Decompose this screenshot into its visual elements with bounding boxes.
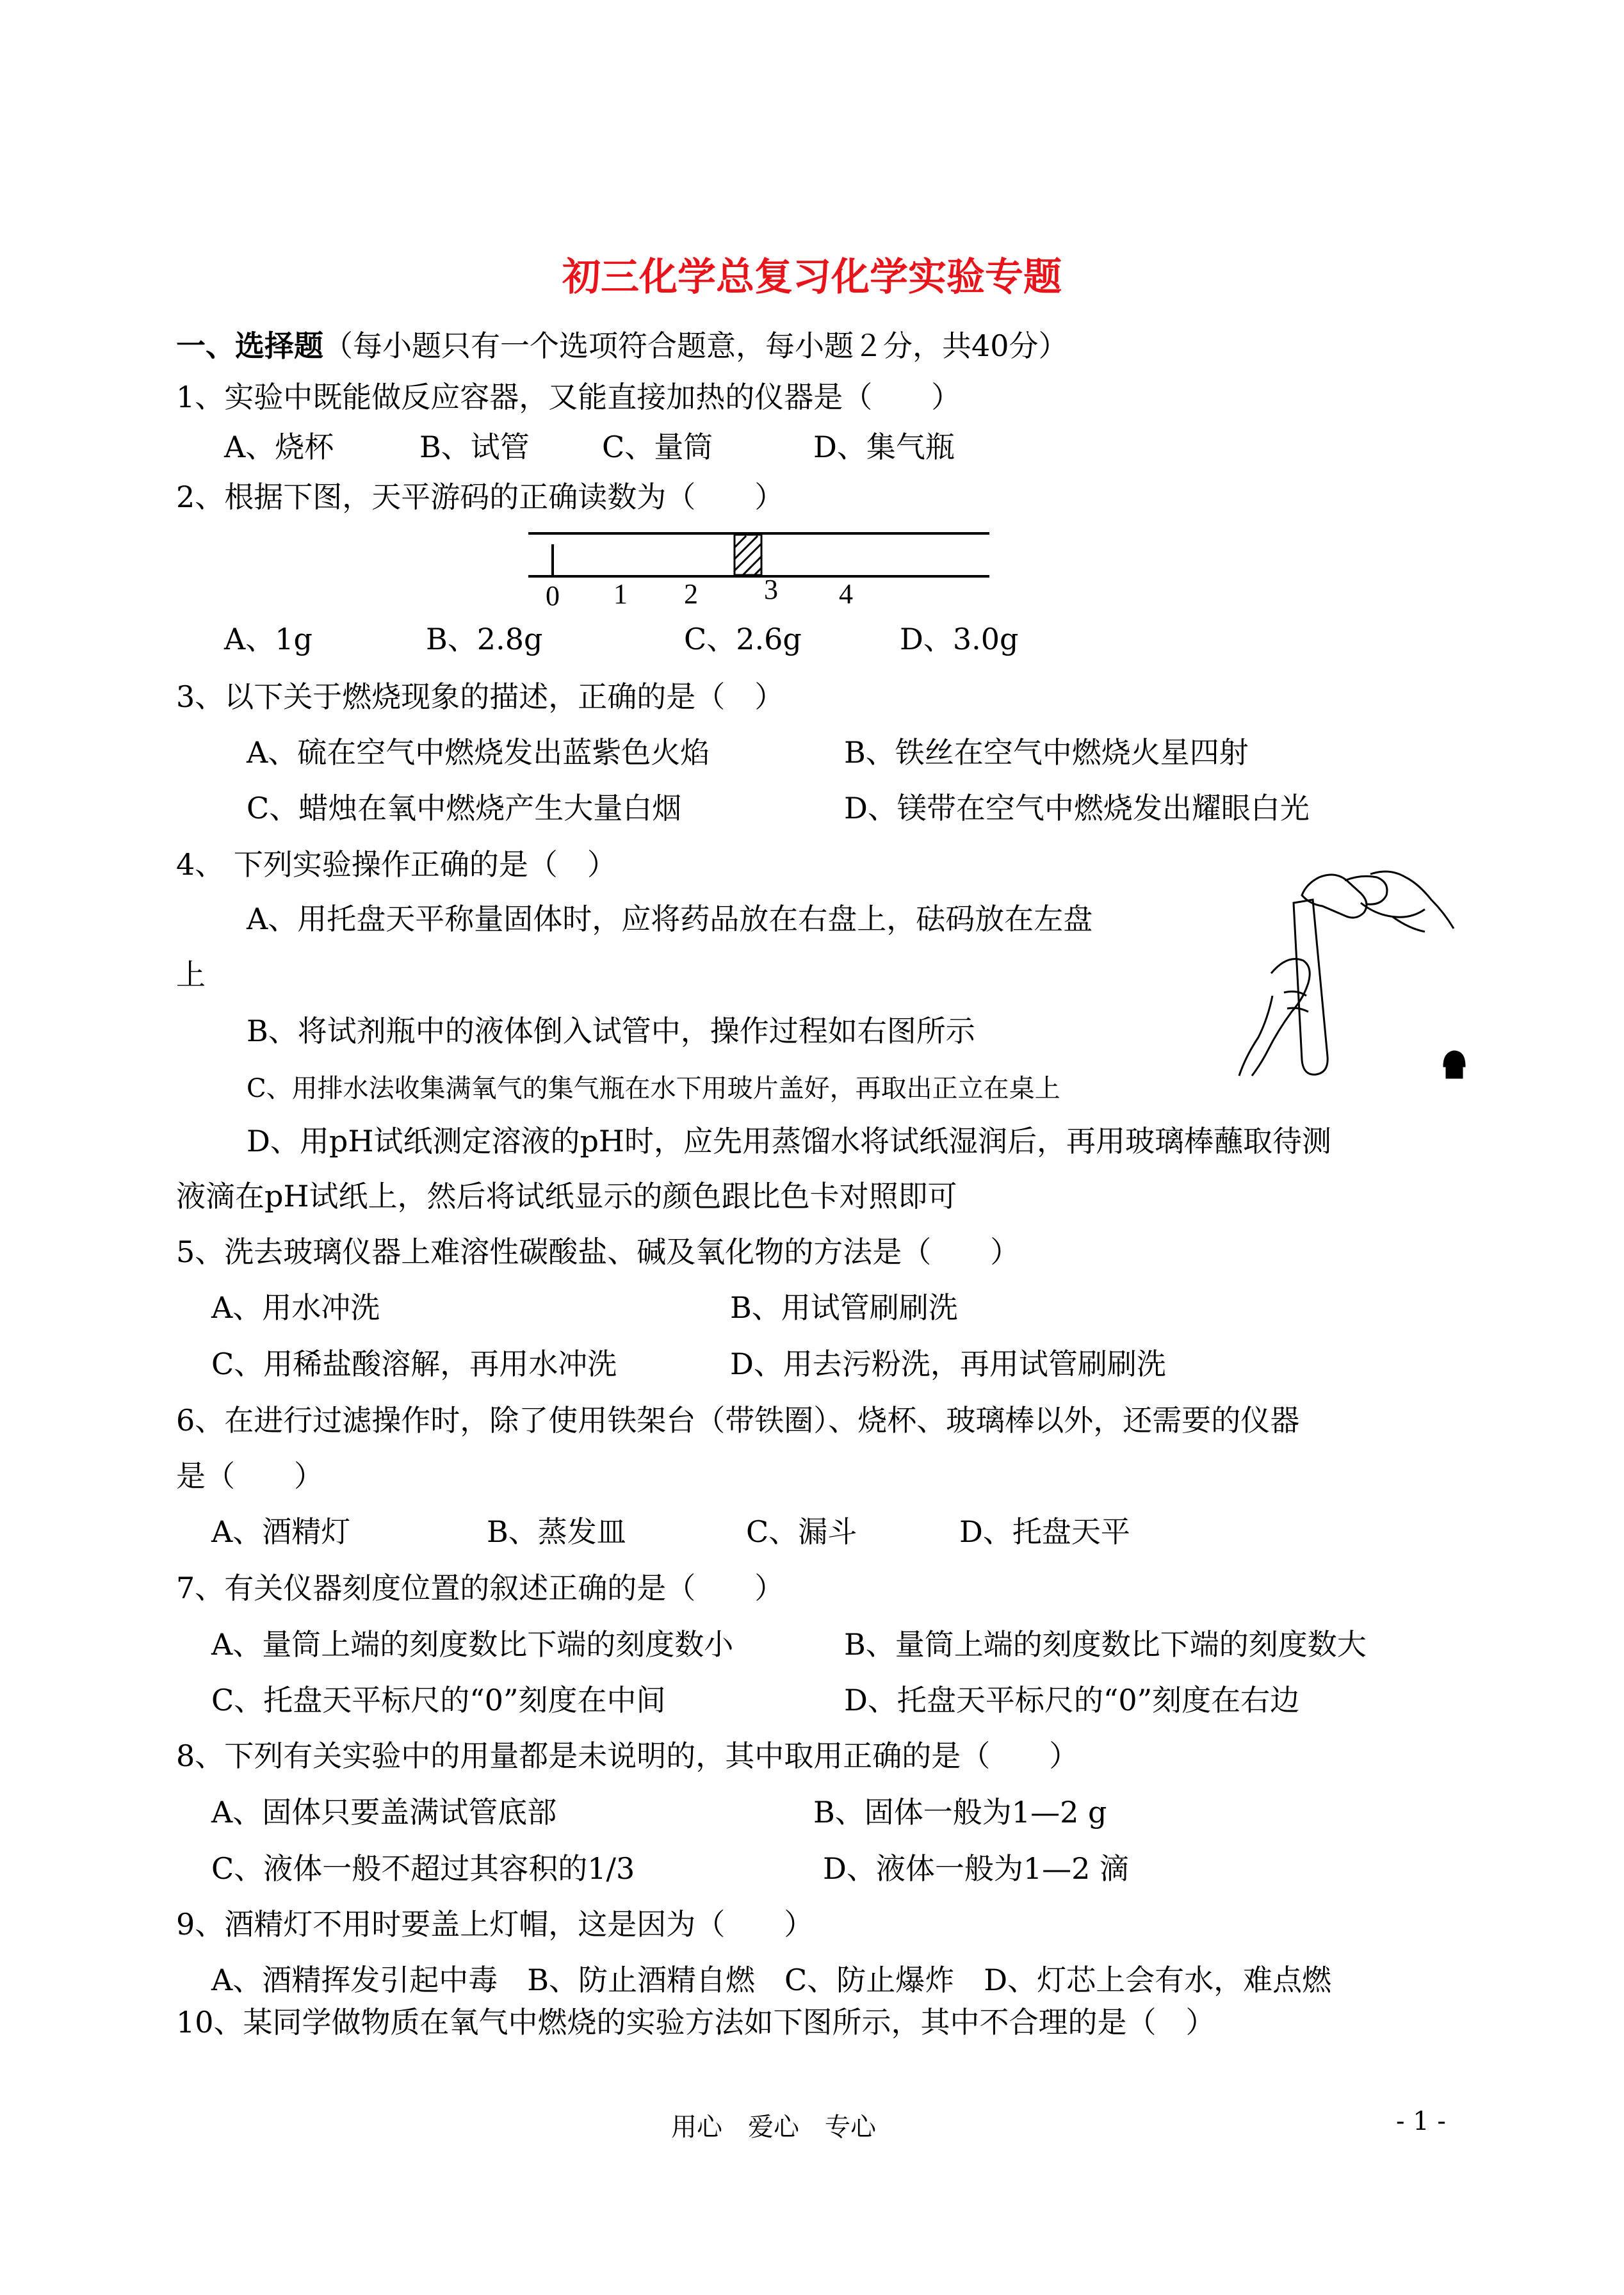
q3-option-d: D、镁带在空气中燃烧发出耀眼白光 [844, 791, 1310, 825]
question-2-stem: 2、根据下图，天平游码的正确读数为（ ） [176, 480, 784, 514]
section-note: （每小题只有一个选项符合题意，每小题２分，共40分） [323, 328, 1068, 363]
ruler-label-2: 2 [684, 578, 698, 610]
q6-option-d: D、托盘天平 [959, 1514, 1130, 1549]
q2-option-c: C、2.6g [684, 622, 802, 656]
q3-option-a: A、硫在空气中燃烧发出蓝紫色火焰 [247, 735, 710, 770]
q5-option-a: A、用水冲洗 [211, 1290, 380, 1325]
q4-option-d-line1: D、用pH试纸测定溶液的pH时，应先用蒸馏水将试纸湿润后，再用玻璃棒蘸取待测 [247, 1124, 1332, 1158]
ruler-label-1: 1 [613, 578, 628, 610]
q8-option-c: C、液体一般不超过其容积的1/3 [211, 1851, 635, 1886]
q6-option-a: A、酒精灯 [211, 1514, 351, 1549]
question-7-stem: 7、有关仪器刻度位置的叙述正确的是（ ） [176, 1571, 784, 1605]
question-8-stem: 8、下列有关实验中的用量都是未说明的，其中取用正确的是（ ） [176, 1739, 1079, 1773]
rider-weight [735, 535, 761, 575]
question-6-stem-line1: 6、在进行过滤操作时，除了使用铁架台（带铁圈）、烧杯、玻璃棒以外，还需要的仪器 [176, 1403, 1300, 1438]
q5-option-d: D、用去污粉洗，再用试管刷刷洗 [730, 1347, 1166, 1381]
q1-option-a: A、烧杯 [224, 430, 334, 464]
q3-option-b: B、铁丝在空气中燃烧火星四射 [844, 735, 1249, 770]
q4-option-b: B、将试剂瓶中的液体倒入试管中，操作过程如右图所示 [247, 1014, 975, 1048]
section-heading [176, 327, 1068, 365]
ruler-label-3: 3 [764, 574, 778, 605]
q5-option-c: C、用稀盐酸溶解，再用水冲洗 [211, 1347, 617, 1381]
q4-option-d-line2: 液滴在pH试纸上，然后将试纸显示的颜色跟比色卡对照即可 [176, 1179, 957, 1213]
question-6-stem-line2: 是（ ） [176, 1459, 323, 1493]
q3-option-c: C、蜡烛在氧中燃烧产生大量白烟 [247, 791, 682, 825]
q2-option-a: A、1g [224, 622, 313, 656]
footer-slogan: 用心 爱心 专心 [671, 2113, 876, 2142]
q1-option-b: B、试管 [419, 430, 530, 464]
q9-options: A、酒精挥发引起中毒 B、防止酒精自燃 C、防止爆炸 D、灯芯上会有水，难点燃 [211, 1963, 1332, 1997]
q4-option-a-line2: 上 [176, 957, 206, 992]
q5-option-b: B、用试管刷刷洗 [730, 1290, 958, 1325]
ruler-label-0: 0 [546, 580, 560, 612]
q4-option-c: C、用排水法收集满氧气的集气瓶在水下用玻片盖好，再取出正立在桌上 [247, 1074, 1060, 1103]
test-tube [1294, 900, 1328, 1075]
pouring-liquid-illustration [1233, 864, 1470, 1082]
footer-page-number: - 1 - [1396, 2107, 1446, 2136]
page-title: 初三化学总复习化学实验专题 [562, 255, 1062, 300]
q8-option-a: A、固体只要盖满试管底部 [211, 1795, 557, 1829]
q6-option-c: C、漏斗 [746, 1514, 857, 1549]
section-label: 一、选择题 [176, 328, 323, 363]
question-1-stem: 1、实验中既能做反应容器，又能直接加热的仪器是（ ） [176, 380, 961, 414]
q2-option-b: B、2.8g [426, 622, 543, 656]
ruler-label-4: 4 [839, 578, 853, 610]
reagent-bottle [1302, 875, 1367, 918]
q8-option-b: B、固体一般为1—2 g [813, 1795, 1107, 1829]
q1-option-c: C、量筒 [602, 430, 713, 464]
question-9-stem: 9、酒精灯不用时要盖上灯帽，这是因为（ ） [176, 1907, 814, 1942]
question-5-stem: 5、洗去玻璃仪器上难溶性碳酸盐、碱及氧化物的方法是（ ） [176, 1235, 1020, 1269]
q7-option-a: A、量筒上端的刻度数比下端的刻度数小 [211, 1627, 734, 1662]
q1-option-d: D、集气瓶 [813, 430, 955, 464]
q7-option-b: B、量筒上端的刻度数比下端的刻度数大 [844, 1627, 1367, 1662]
q2-option-d: D、3.0g [900, 622, 1019, 656]
bottle-stopper [1444, 1051, 1465, 1066]
q7-option-d: D、托盘天平标尺的“0”刻度在右边 [844, 1683, 1300, 1717]
q8-option-d: D、液体一般为1—2 滴 [823, 1851, 1130, 1886]
q7-option-c: C、托盘天平标尺的“0”刻度在中间 [211, 1683, 666, 1717]
question-4-stem: 4、 下列实验操作正确的是（ ） [176, 847, 617, 882]
question-3-stem: 3、以下关于燃烧现象的描述，正确的是（ ） [176, 679, 784, 714]
q6-option-b: B、蒸发皿 [487, 1514, 626, 1549]
question-10-stem: 10、某同学做物质在氧气中燃烧的实验方法如下图所示，其中不合理的是（ ） [176, 2005, 1215, 2040]
q4-option-a-line1: A、用托盘天平称量固体时，应将药品放在右盘上，砝码放在左盘 [247, 902, 1093, 936]
